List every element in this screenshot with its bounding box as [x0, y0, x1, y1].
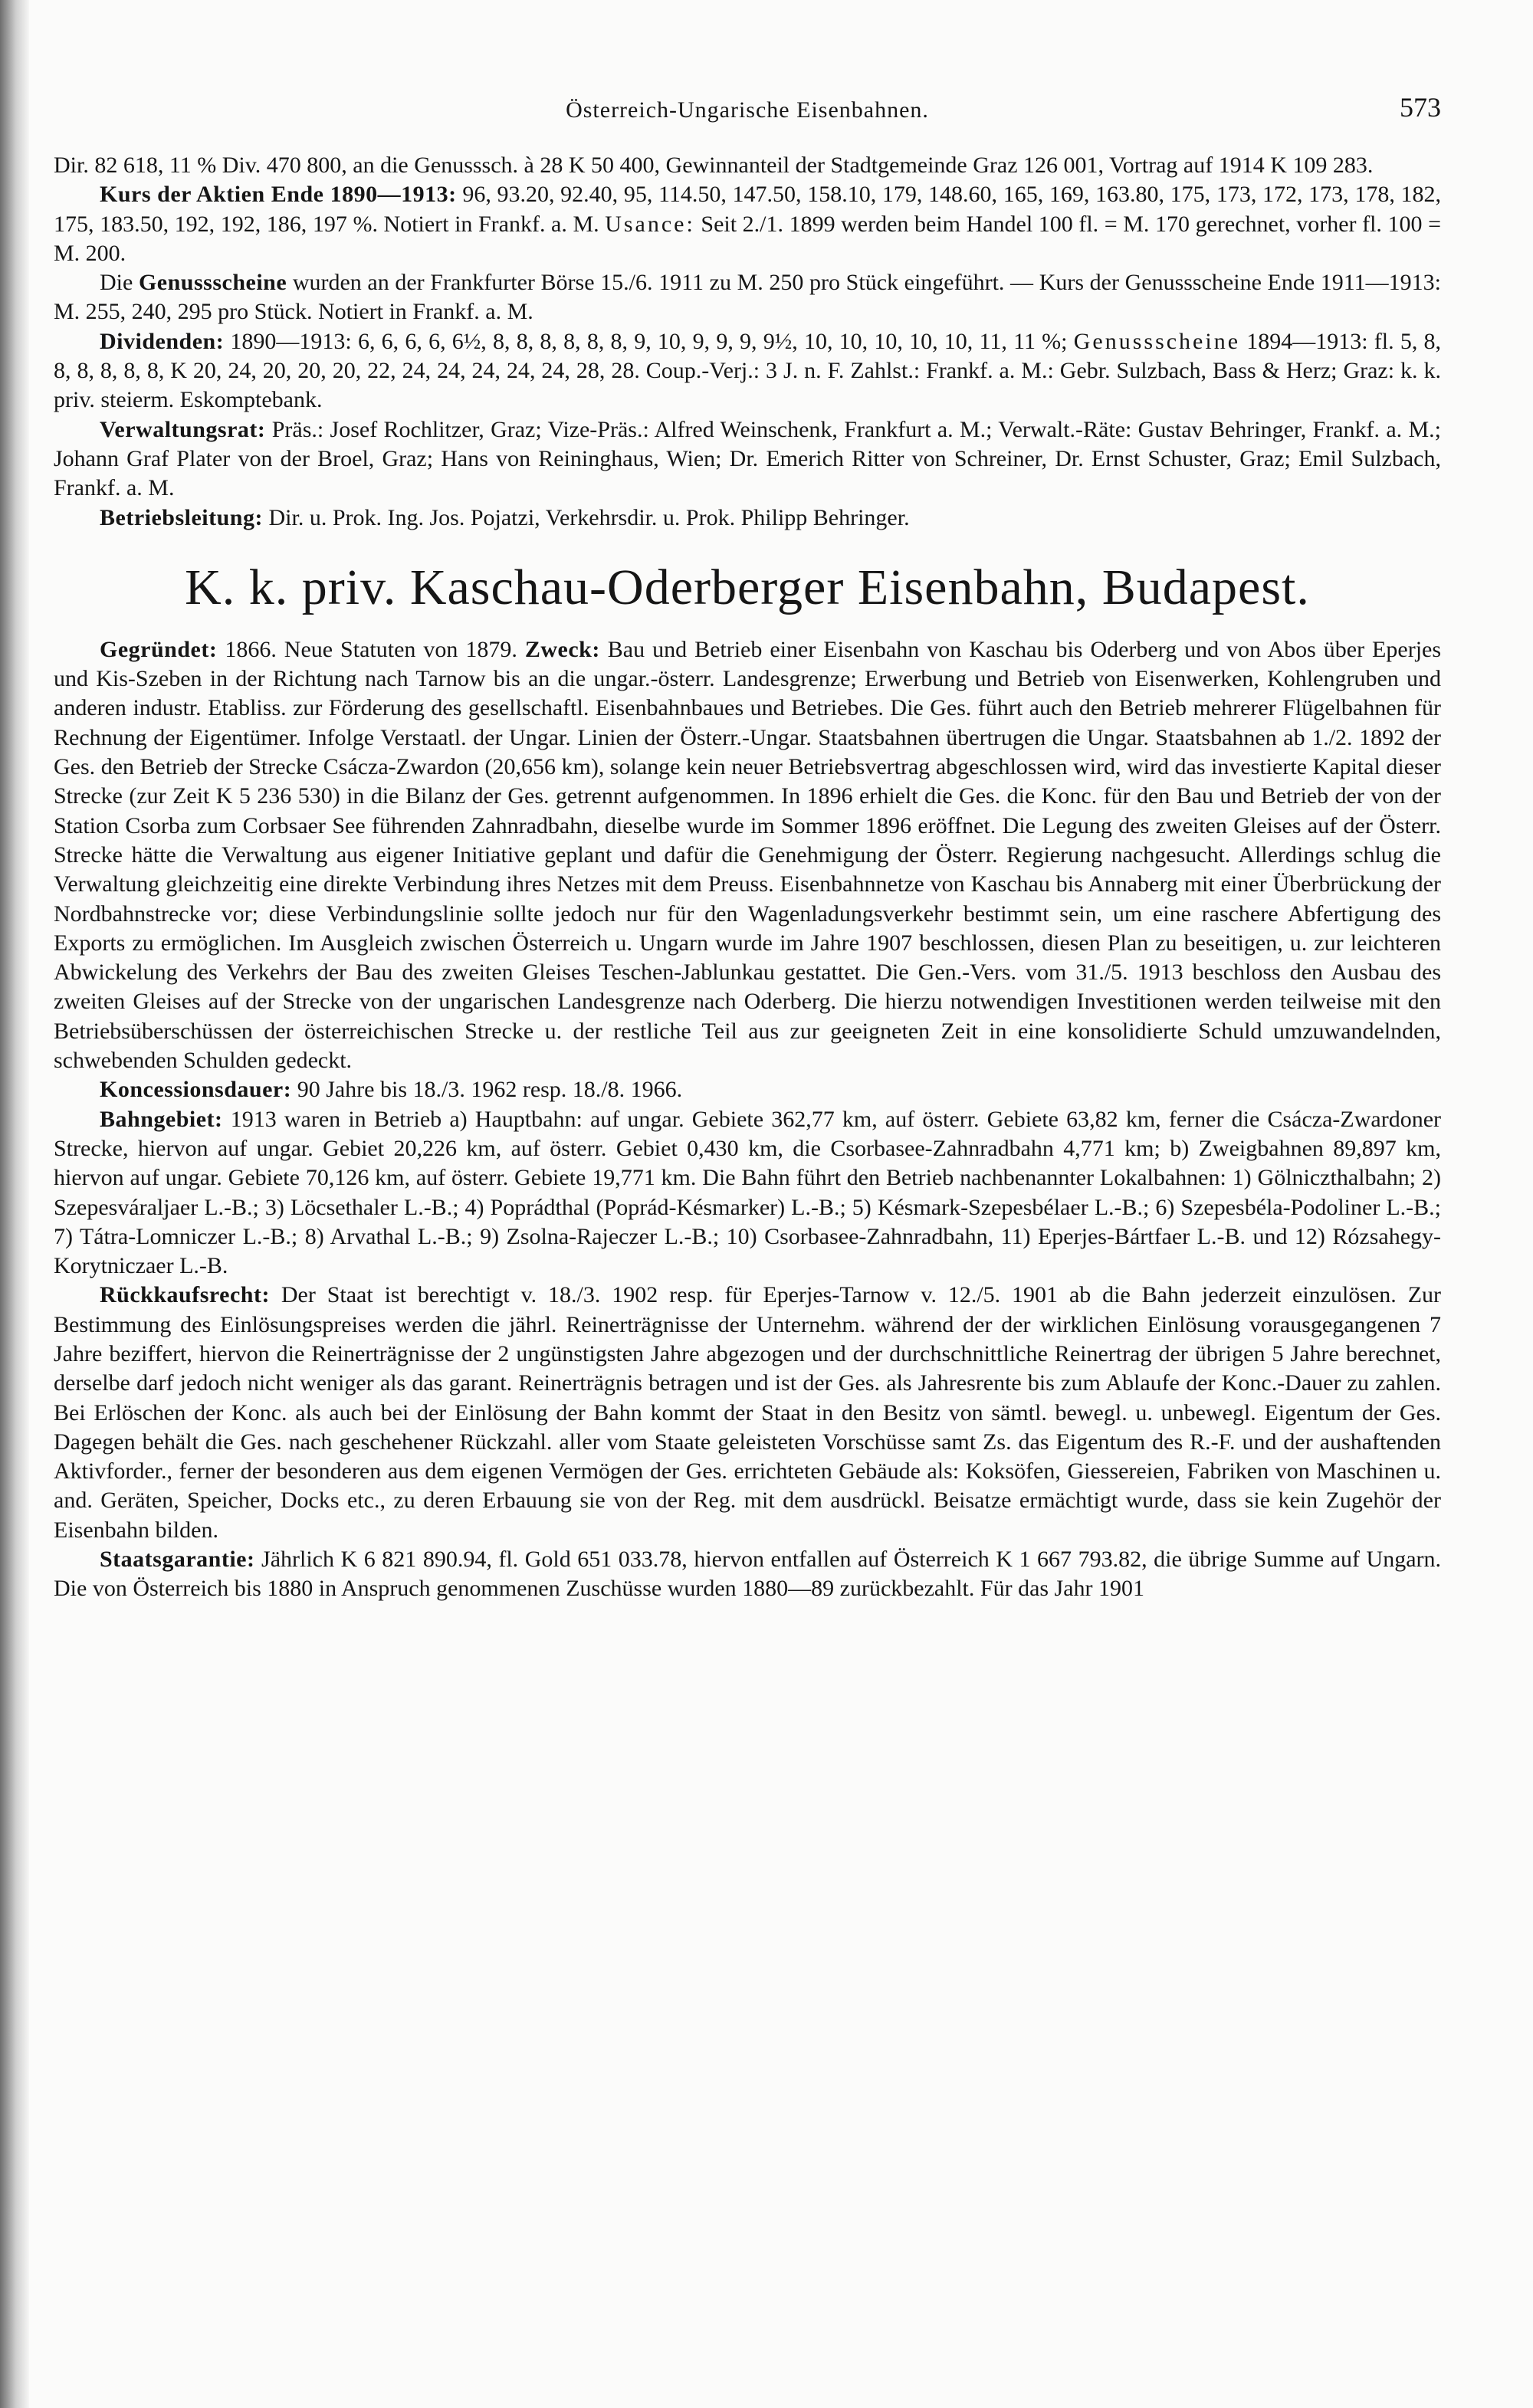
- bahngebiet-paragraph: [54, 1105, 1441, 1281]
- verwaltungsrat-label: Verwaltungsrat:: [100, 416, 266, 442]
- kurs-paragraph: [54, 180, 1441, 268]
- dividenden-genuss-label: Genussscheine: [1073, 328, 1241, 354]
- dividenden-paragraph: [54, 327, 1441, 415]
- page-number: 573: [1400, 92, 1441, 123]
- dividend-distribution: [54, 151, 1441, 180]
- gegruendet-text: 1866. Neue Statuten von 1879.: [225, 636, 517, 662]
- verwaltungsrat-text: Präs.: Josef Rochlitzer, Graz; Vize-Präs.: Alfred Weinschenk, Frankfurt a. M.; Verwalt.-Räte: Gustav Behringer, Frankf. a. M.; Johann Graf Plater von der Broel, Graz; Hans von Reininghaus, Wien; Dr. Emerich Ritter von Schreiner, Dr. Ernst Schuster, Graz; Emil Sulzbach, Frankf. a. M.: [54, 416, 1442, 501]
- zweck-text: Bau und Betrieb einer Eisenbahn von Kaschau bis Oderberg und von Abos über Eperjes und Kis-Szeben in der Richtung nach Tarnow bis an die ungar.-österr. Landesgrenze; Erwerbung und Betrieb von Eisenwerken, Kohlengruben und anderen industr. Etabliss. zur Förderung des gesellschaftl. Eisenbahnbaues und Betriebes. Die Ges. führt auch den Betrieb mehrerer Flügelbahnen für Rechnung der Eigentümer. Infolge Verstaatl. der Ungar. Linien der Österr.-Ungar. Staatsbahnen übertrugen die Ungar. Staatsbahnen ab 1./2. 1892 der Ges. den Betrieb der Strecke Csácza-Zwardon (20,656 km), solange kein neuer Betriebsvertrag abgeschlossen wird, wird das investierte Kapital dieser Strecke (zur Zeit K 5 236 530) in die Bilanz der Ges. getrennt aufgenommen. In 1896 erhielt die Ges. die Konc. für den Bau und Betrieb der von der Station Csorba zum Corbsaer See führenden Zahnradbahn, dieselbe wurde im Sommer 1896 eröffnet. Die Legung des zweiten Gleises auf der Österr. Strecke hätte die Verwaltung aus eigener Initiative geplant und dafür die Genehmigung der Österr. Regierung nachgesucht. Allerdings schlug die Verwaltung gleichzeitig eine direkte Verbindung ihres Netzes mit dem Preuss. Eisenbahnnetze von Kaschau bis Annaberg mit einer Überbrückung der Nordbahnstrecke vor; diese Verbindungslinie sollte jedoch nur für den Wagenladungsverkehr bestimmt sein, um eine raschere Abfertigung des Exports zu ermöglichen. Im Ausgleich zwischen Österreich u. Ungarn wurde im Jahre 1907 beschlossen, diesen Plan zu beseitigen, u. zur leichteren Abwickelung des Verkehrs der Bau des zweiten Gleises Teschen-Jablunkau gestattet. Die Gen.-Vers. vom 31./5. 1913 beschloss den Ausbau des zweiten Gleises auf der Strecke von der ungarischen Landesgrenze nach Oderberg. Die hierzu notwendigen Investitionen werden teilweise mit den Betriebsüberschüssen der österreichischen Strecke u. der restliche Teil aus zur geeigneten Zeit in eine konsolidierte Schuld umzuwandelnden, schwebenden Schulden gedeckt.: [54, 636, 1442, 1074]
- verwaltungsrat-paragraph: [54, 415, 1441, 504]
- zweck-label: Zweck:: [524, 636, 600, 662]
- genuss-pre: Die: [100, 270, 133, 296]
- binding-shadow: [0, 0, 29, 2408]
- koncessionsdauer-paragraph: [54, 1075, 1441, 1104]
- dividenden-text-2: 1894—1913: fl. 5, 8, 8, 8, 8, 8, 8, K 20, 24, 20, 20, 20, 22, 24, 24, 24, 24, 24, 28, 28. Coup.-Verj.: 3 J. n. F. Zahlst.: Frankf. a. M.: Gebr. Sulzbach, Bass & Herz; Graz: k. k. priv. steierm. Eskomptebank.: [54, 328, 1442, 413]
- koncessionsdauer-text: 90 Jahre bis 18./3. 1962 resp. 18./8. 1966.: [297, 1077, 683, 1103]
- gegruendet-paragraph: [54, 635, 1441, 1075]
- staatsgarantie-text: Jährlich K 6 821 890.94, fl. Gold 651 033.78, hiervon entfallen auf Österreich K 1 667 793.82, die übrige Summe auf Ungarn. Die von Österreich bis 1880 in Anspruch genommenen Zuschüsse wurden 1880—89 zurückbezahlt. Für das Jahr 1901: [54, 1547, 1442, 1602]
- running-head: [54, 88, 1441, 134]
- genuss-text: wurden an der Frankfurter Börse 15./6. 1911 zu M. 250 pro Stück eingeführt. — Kurs der Genussscheine Ende 1911—1913: M. 255, 240, 295 pro Stück. Notiert in Frankf. a. M.: [54, 270, 1442, 325]
- kurs-label: Kurs der Aktien Ende 1890—1913:: [100, 182, 457, 208]
- gegruendet-label: Gegründet:: [100, 636, 218, 662]
- staatsgarantie-paragraph: [54, 1545, 1441, 1604]
- betriebsleitung-paragraph: [54, 504, 1441, 533]
- dividend-distribution-text: Dir. 82 618, 11 % Div. 470 800, an die Genusssch. à 28 K 50 400, Gewinnanteil der Stadtgemeinde Graz 126 001, Vortrag auf 1914 K 109 283.: [54, 153, 1374, 178]
- usance-text: Seit 2./1. 1899 werden beim Handel 100 fl. = M. 170 gerechnet, vorher fl. 100 = M. 200.: [54, 211, 1442, 266]
- kurs-text: 96, 93.20, 92.40, 95, 114.50, 147.50, 158.10, 179, 148.60, 165, 169, 163.80, 175, 173, 172, 173, 178, 182, 175, 183.50, 192, 192, 186, 197 %. Notiert in Frankf. a. M.: [54, 182, 1442, 237]
- dividenden-text-1: 1890—1913: 6, 6, 6, 6, 6½, 8, 8, 8, 8, 8, 8, 9, 10, 9, 9, 9, 9½, 10, 10, 10, 10, 10, 11, 11 %;: [230, 328, 1068, 354]
- bahngebiet-label: Bahngebiet:: [100, 1106, 223, 1132]
- dividenden-label: Dividenden:: [100, 328, 225, 354]
- rueckkaufsrecht-paragraph: [54, 1281, 1441, 1545]
- betriebsleitung-text: Dir. u. Prok. Ing. Jos. Pojatzi, Verkehrsdir. u. Prok. Philipp Behringer.: [268, 504, 910, 530]
- rueckkaufsrecht-label: Rückkaufsrecht:: [100, 1282, 270, 1308]
- bahngebiet-text: 1913 waren in Betrieb a) Hauptbahn: auf ungar. Gebiete 362,77 km, auf österr. Gebiete 63,82 km, ferner die Csácza-Zwardoner Strecke, hiervon auf ungar. Gebiet 20,226 km, auf österr. Gebiet 0,430 km, die Csorbasee-Zahnradbahn 4,771 km; b) Zweigbahnen 89,897 km, hiervon auf ungar. Gebiete 70,126 km, auf österr. Gebiete 19,771 km. Die Bahn führt den Betrieb nachbenannter Lokalbahnen: 1) Gölniczthalbahn; 2) Szepesváraljaer L.-B.; 3) Löcsethaler L.-B.; 4) Poprádthal (Poprád-Késmarker) L.-B.; 5) Késmark-Szepesbélaer L.-B.; 6) Szepesbéla-Podoliner L.-B.; 7) Tátra-Lomniczer L.-B.; 8) Arvathal L.-B.; 9) Zsolna-Rajeczer L.-B.; 10) Csorbasee-Zahnradbahn, 11) Eperjes-Bártfaer L.-B. und 12) Rózsahegy-Korytniczaer L.-B.: [54, 1106, 1441, 1279]
- staatsgarantie-label: Staatsgarantie:: [100, 1547, 255, 1573]
- usance-label: Usance:: [605, 211, 695, 237]
- rueckkaufsrecht-text: Der Staat ist berechtigt v. 18./3. 1902 resp. für Eperjes-Tarnow v. 12./5. 1901 ab die Bahn jederzeit einzulösen. Zur Bestimmung des Einlösungspreises werden die jährl. Reinerträgnisse der Unternehm. während der der wirklichen Einlösung vorausgegangenen 7 Jahre beziffert, hiervon die Reinerträgnisse der 2 ungünstigsten Jahre abgezogen und der durchschnittliche Reinertrag der übrigen 5 Jahre berechnet, derselbe darf jedoch nicht weniger als das garant. Reinerträgnis betragen und ist der Ges. als Jahresrente bis zum Ablaufe der Konc.-Dauer zu zahlen. Bei Erlöschen der Konc. als auch bei der Einlösung der Bahn kommt der Staat in den Besitz von sämtl. bewegl. u. unbewegl. Eigentum der Ges. Dagegen behält die Ges. nach geschehener Rückzahl. aller vom Staate geleisteten Vorschüsse samt Zs. das Eigentum des R.-F. und der aushaftenden Aktivforder., ferner der besonderen aus dem eigenen Vermögen der Ges. errichteten Gebäude als: Koksöfen, Giessereien, Fabriken von Maschinen u. and. Geräten, Speicher, Docks etc., zu deren Erbauung sie von der Reg. mit dem ausdrückl. Beisatze ermächtigt wurde, dass sie kein Zugehör der Eisenbahn bilden.: [54, 1282, 1442, 1543]
- genussscheine-paragraph: [54, 268, 1441, 327]
- koncessionsdauer-label: Koncessionsdauer:: [100, 1077, 292, 1103]
- company-heading: K. k. priv. Kaschau-Oderberger Eisenbahn, Budapest.: [185, 559, 1310, 615]
- betriebsleitung-label: Betriebsleitung:: [100, 504, 263, 530]
- genuss-label: Genussscheine: [138, 270, 287, 296]
- running-head-title: Österreich-Ungarische Eisenbahnen.: [566, 97, 929, 123]
- page-content: [54, 88, 1441, 1604]
